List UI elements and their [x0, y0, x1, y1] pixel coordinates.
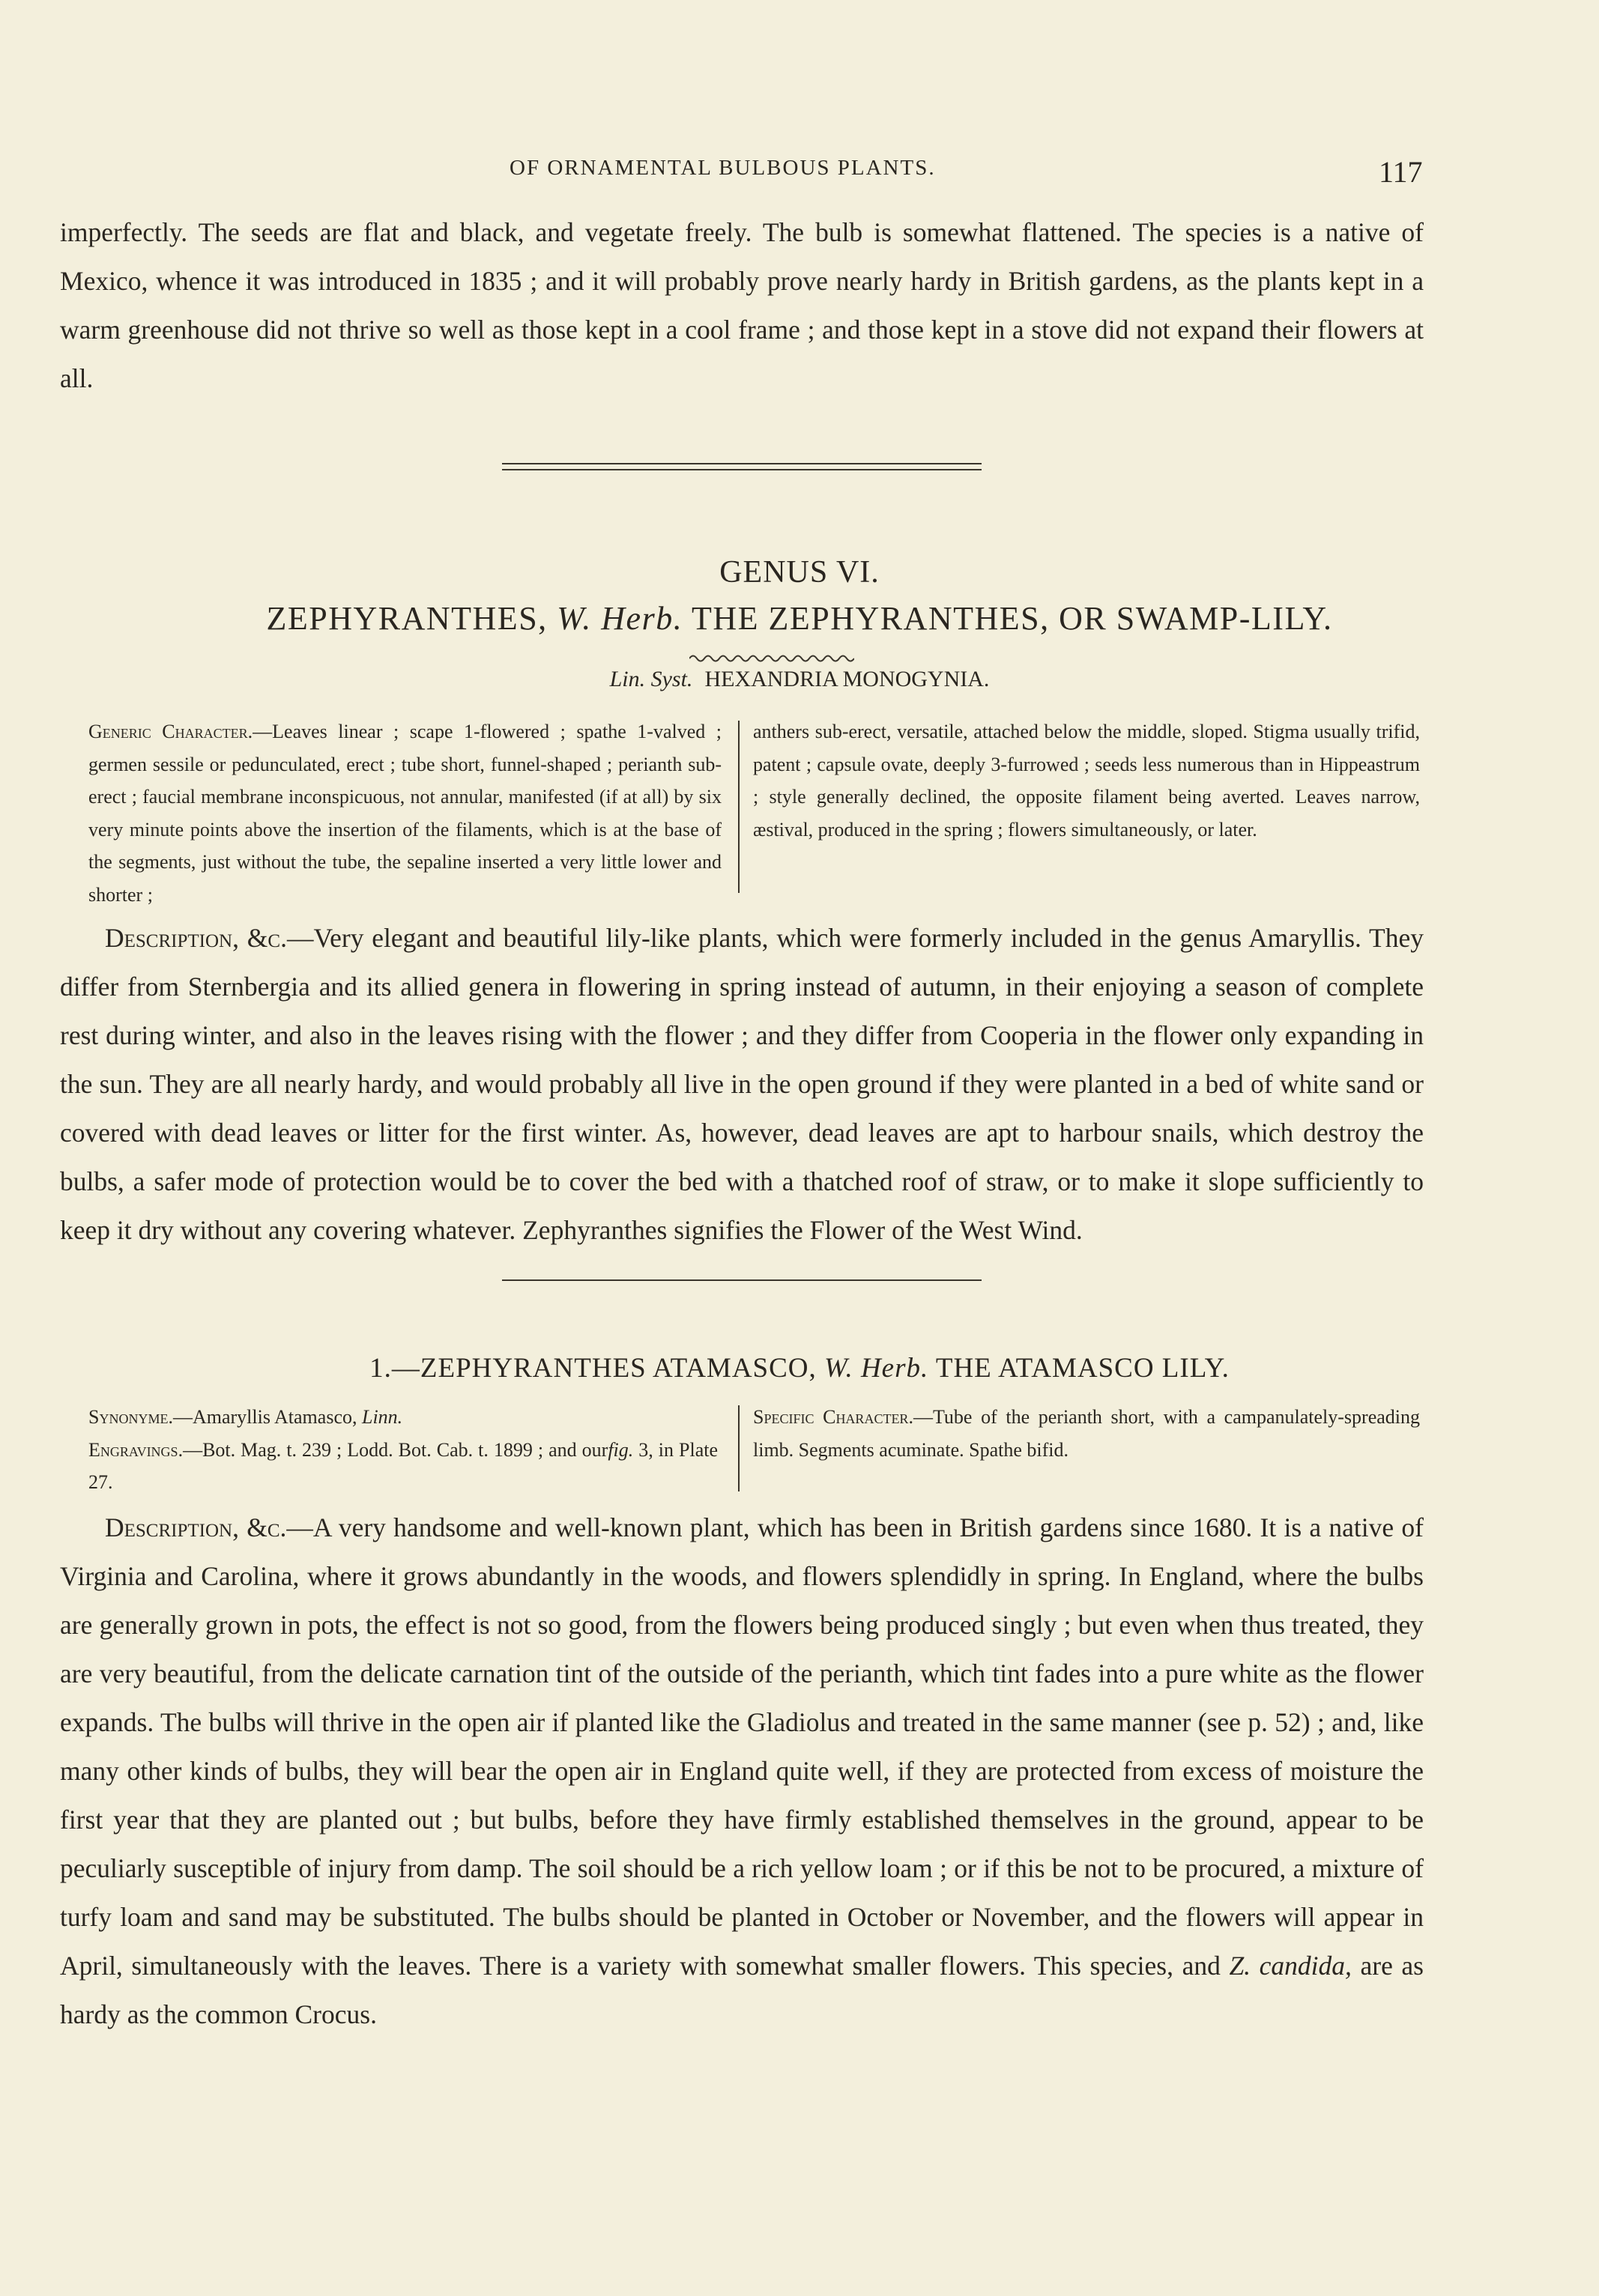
- genus-description-label: Description, &c.: [105, 923, 287, 953]
- genus-description: [60, 914, 1424, 1255]
- synonyme-author: Linn.: [361, 1406, 403, 1428]
- species-description-text: —A very handsome and well-known plant, which has been in British gardens since 1680. It is a native of Virginia and Carolina, where it grows abundantly in the woods, and flowers splendidly in spring. In England, where the bulbs are generally grown in pots, the effect is not so good, from the flowers being produced singly ; but even when thus treated, they are very beautiful, from the delicate carnation tint of the outside of the perianth, which tint fades into a pure white as the flower expands. The bulbs will thrive in the open air if planted like the Gladiolus and treated in the same manner (see p. 52) ; and, like many other kinds of bulbs, they will bear the open air in England quite well, if they are protected from excess of moisture the first year that they are planted out ; but bulbs, before they have firmly established themselves in the ground, appear to be peculiarly susceptible of injury from damp. The soil should be a rich yellow loam ; or if this be not to be procured, a mixture of turfy loam and sand may be substituted. The bulbs should be planted in October or November, and the flowers will appear in April, simultaneously with the leaves. There is a variety with somewhat smaller flowers. This species, and: [60, 1512, 1424, 1981]
- specific-character-text: —Tube of the perianth short, with a campanulately-spreading limb. Segments acuminate. Spathe bifid.: [753, 1406, 1420, 1461]
- genus-authority: W. Herb.: [557, 600, 683, 637]
- running-head: OF ORNAMENTAL BULBOUS PLANTS.: [510, 156, 936, 180]
- section-divider: [502, 463, 982, 470]
- wavy-ornament: [689, 653, 854, 664]
- generic-character-label: Generic Character.: [88, 721, 253, 742]
- species-description-end: are as hardy as the common Crocus.: [60, 1951, 1424, 2029]
- synonyme-text: —Amaryllis Atamasco,: [172, 1406, 357, 1428]
- page-number: 117: [1379, 155, 1423, 189]
- genus-name: ZEPHYRANTHES,: [266, 600, 548, 637]
- column-divider: [738, 721, 740, 893]
- species-references: [88, 1401, 718, 1499]
- engravings-line: [88, 1434, 718, 1499]
- genus-title: [0, 599, 1599, 637]
- engravings-end: 3, in Plate 27.: [88, 1438, 719, 1493]
- species-divider: [502, 1279, 982, 1281]
- classification-value: HEXANDRIA MONOGYNIA.: [704, 667, 990, 691]
- engravings-fig: fig.: [608, 1438, 634, 1461]
- genus-number: GENUS VI.: [719, 555, 880, 590]
- species-authority: W. Herb.: [824, 1353, 929, 1384]
- engravings-text: —Bot. Mag. t. 239 ; Lodd. Bot. Cab. t. 1899 ; and our: [183, 1438, 608, 1461]
- column-divider: [738, 1405, 740, 1491]
- classification-label: Lin. Syst.: [609, 667, 693, 691]
- genus-common-name: THE ZEPHYRANTHES, OR SWAMP-LILY.: [691, 600, 1333, 637]
- generic-character-right: anthers sub-erect, versatile, attached below the middle, sloped. Stigma usually trifid, patent ; capsule ovate, deeply 3-furrowed ; seeds less numerous than in Hippeastrum ; style generally declined, the opposite filament being averted. Leaves narrow, æstival, produced in the spring ; flowers simultaneously, or later.: [753, 721, 1420, 840]
- engravings-label: Engravings.: [88, 1438, 184, 1461]
- specific-character-label: Specific Character.: [753, 1406, 913, 1428]
- species-name: 1.—ZEPHYRANTHES ATAMASCO,: [369, 1353, 817, 1384]
- classification-line: [0, 667, 1599, 692]
- generic-character-text-left: —Leaves linear ; scape 1-flowered ; spathe 1-valved ; germen sessile or pedunculated, erect ; tube short, funnel-shaped ; perianth sub-erect ; faucial membrane inconspicuous, not annular, manifested (if at all) by six very minute points above the insertion of the filaments, which is at the base of the segments, just without the tube, the sepaline inserted a very little lower and shorter ;: [88, 721, 722, 906]
- synonyme-line: [88, 1401, 718, 1434]
- species-common-name: THE ATAMASCO LILY.: [935, 1353, 1230, 1384]
- synonyme-label: Synonyme.: [88, 1406, 173, 1428]
- species-description-label: Description, &c.: [105, 1512, 287, 1542]
- specific-character: [753, 1401, 1420, 1466]
- species-description: [60, 1503, 1424, 2039]
- genus-description-text: —Very elegant and beautiful lily-like plants, which were formerly included in the genus Amaryllis. They differ from Sternbergia and its allied genera in flowering in spring instead of autumn, in their enjoying a season of complete rest during winter, and also in the leaves rising with the flower ; and they differ from Cooperia in the flower only expanding in the sun. They are all nearly hardy, and would probably all live in the open ground if they were planted in a bed of white sand or covered with dead leaves or litter for the first winter. As, however, dead leaves are apt to harbour snails, which destroy the bulbs, a safer mode of protection would be to cover the bed with a thatched roof of straw, or to make it slope sufficiently to keep it dry without any covering whatever. Zephyranthes signifies the Flower of the West Wind.: [60, 923, 1424, 1245]
- generic-character-left: [88, 715, 722, 911]
- intro-paragraph: imperfectly. The seeds are flat and black, and vegetate freely. The bulb is somewhat flattened. The species is a native of Mexico, whence it was introduced in 1835 ; and it will probably prove nearly hardy in British gardens, as the plants kept in a warm greenhouse did not thrive so well as those kept in a cool frame ; and those kept in a stove did not expand their flowers at all.: [60, 217, 1424, 393]
- species-title: [0, 1352, 1599, 1384]
- species-description-italic: Z. candida,: [1229, 1951, 1352, 1981]
